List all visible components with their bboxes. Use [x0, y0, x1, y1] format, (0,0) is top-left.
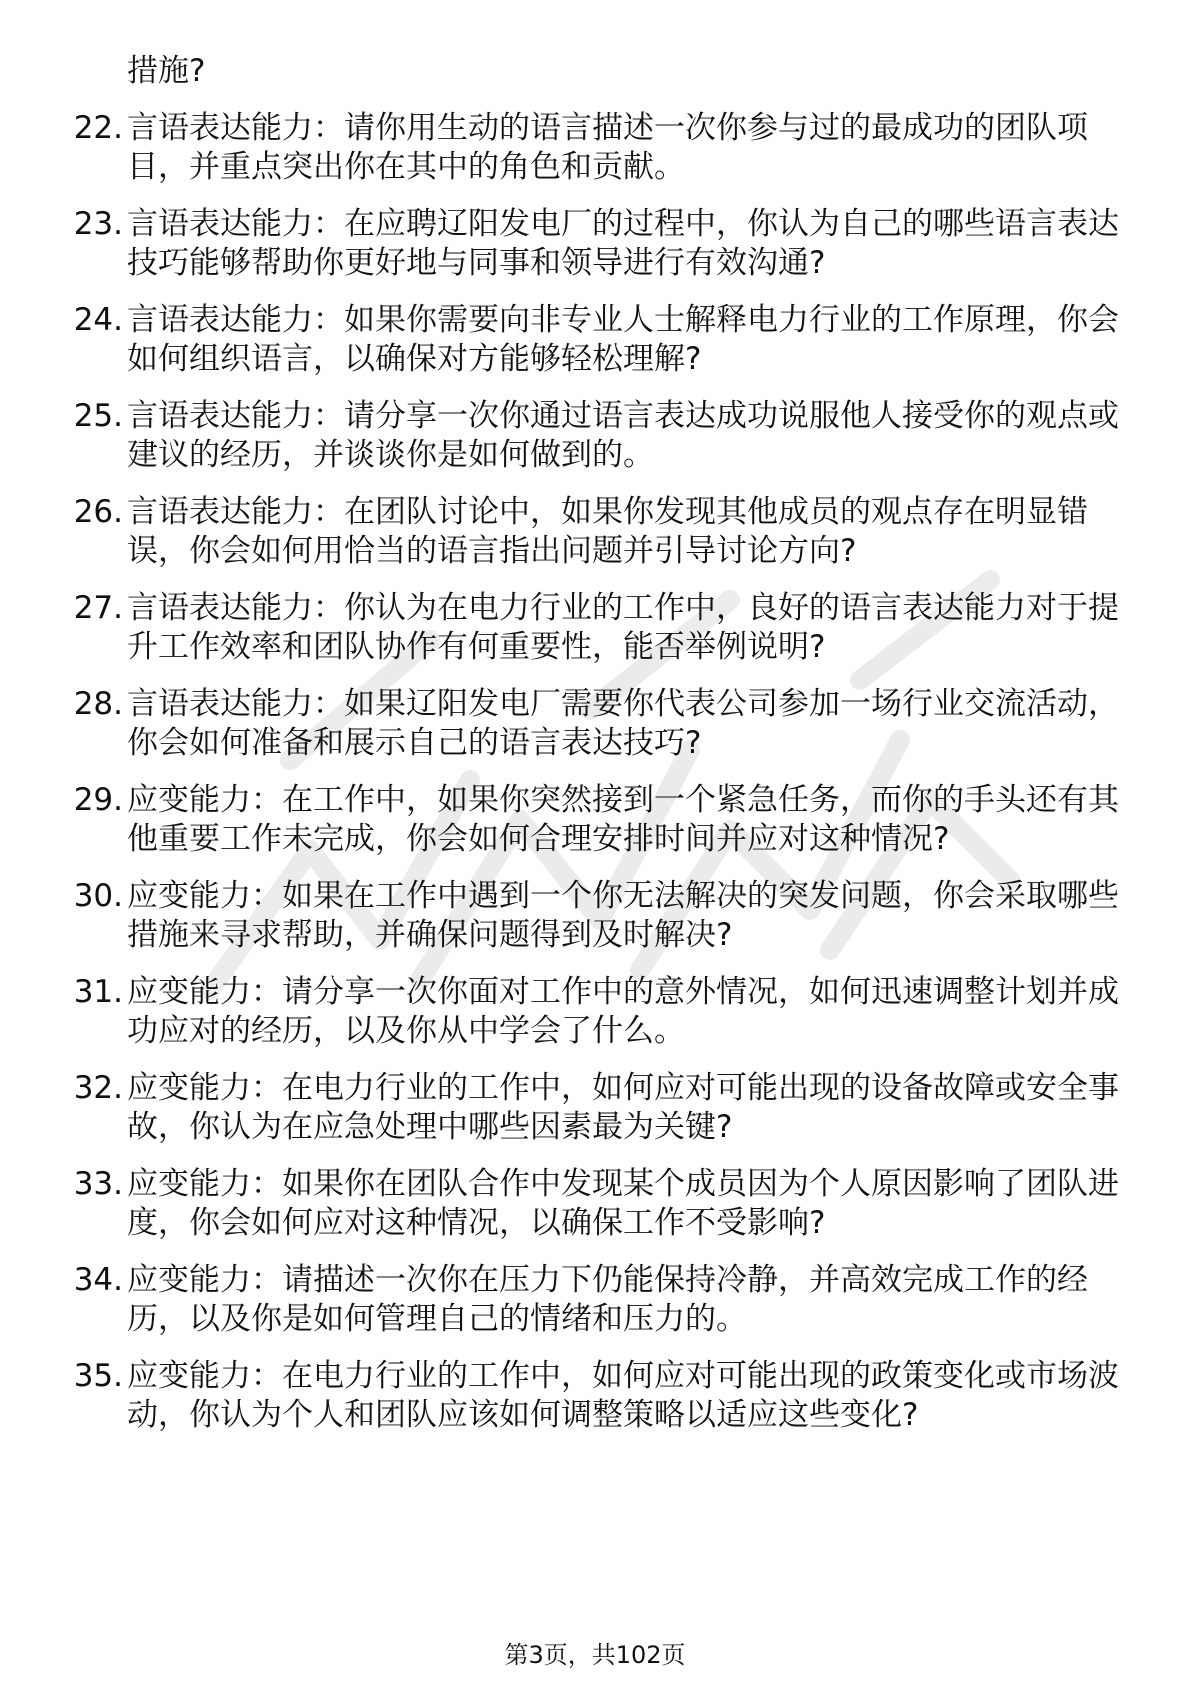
question-text: 言语表达能力：如果辽阳发电厂需要你代表公司参加一场行业交流活动，你会如何准备和展示自己的语言表达技巧?: [127, 686, 1119, 761]
question-text: 言语表达能力：在团队讨论中，如果你发现其他成员的观点存在明显错误，你会如何用恰当的语言指出问题并引导讨论方向?: [127, 494, 1088, 569]
question-item: [0, 397, 1190, 475]
question-number: 33.: [73, 1166, 123, 1202]
question-item: [0, 1357, 1190, 1435]
question-text: 措施?: [127, 53, 206, 89]
page-footer: 第3页，共102页: [504, 1641, 686, 1669]
question-number: 35.: [73, 1358, 123, 1394]
question-number: 22.: [73, 110, 123, 146]
question-item: [0, 301, 1190, 379]
question-item: [0, 1261, 1190, 1339]
question-text: 应变能力：在电力行业的工作中，如何应对可能出现的政策变化或市场波动，你认为个人和团队应该如何调整策略以适应这些变化?: [127, 1358, 1119, 1433]
question-item: [0, 589, 1190, 667]
question-text: 应变能力：在工作中，如果你突然接到一个紧急任务，而你的手头还有其他重要工作未完成，你会如何合理安排时间并应对这种情况?: [127, 782, 1119, 857]
question-text: 言语表达能力：如果你需要向非专业人士解释电力行业的工作原理，你会如何组织语言，以确保对方能够轻松理解?: [127, 302, 1119, 377]
question-number: 29.: [73, 782, 123, 818]
question-number: 28.: [73, 686, 123, 722]
question-item: [0, 493, 1190, 571]
question-list: [0, 52, 1190, 1435]
question-number: 23.: [73, 206, 123, 242]
question-number: 26.: [73, 494, 123, 530]
question-item: [0, 109, 1190, 187]
question-text: 应变能力：如果在工作中遇到一个你无法解决的突发问题，你会采取哪些措施来寻求帮助，并确保问题得到及时解决?: [127, 878, 1119, 953]
question-number: 31.: [73, 974, 123, 1010]
question-item: [0, 685, 1190, 763]
question-number: 24.: [73, 302, 123, 338]
question-text: 应变能力：如果你在团队合作中发现某个成员因为个人原因影响了团队进度，你会如何应对这种情况，以确保工作不受影响?: [127, 1166, 1119, 1241]
question-text: 言语表达能力：在应聘辽阳发电厂的过程中，你认为自己的哪些语言表达技巧能够帮助你更好地与同事和领导进行有效沟通?: [127, 206, 1119, 281]
question-text: 言语表达能力：你认为在电力行业的工作中，良好的语言表达能力对于提升工作效率和团队协作有何重要性，能否举例说明?: [127, 590, 1119, 665]
question-item: [0, 1069, 1190, 1147]
question-item: [0, 877, 1190, 955]
question-text: 言语表达能力：请你用生动的语言描述一次你参与过的最成功的团队项目，并重点突出你在其中的角色和贡献。: [127, 110, 1088, 185]
question-number: 32.: [73, 1070, 123, 1106]
question-item: [0, 1165, 1190, 1243]
question-continuation: [0, 52, 1190, 91]
question-text: 应变能力：在电力行业的工作中，如何应对可能出现的设备故障或安全事故，你认为在应急处理中哪些因素最为关键?: [127, 1070, 1119, 1145]
question-number: 27.: [73, 590, 123, 626]
question-number: 34.: [73, 1262, 123, 1298]
question-number: 25.: [73, 398, 123, 434]
question-text: 言语表达能力：请分享一次你通过语言表达成功说服他人接受你的观点或建议的经历，并谈谈你是如何做到的。: [127, 398, 1119, 473]
question-item: [0, 781, 1190, 859]
question-text: 应变能力：请分享一次你面对工作中的意外情况，如何迅速调整计划并成功应对的经历，以及你从中学会了什么。: [127, 974, 1119, 1049]
question-item: [0, 205, 1190, 283]
question-text: 应变能力：请描述一次你在压力下仍能保持冷静，并高效完成工作的经历，以及你是如何管理自己的情绪和压力的。: [127, 1262, 1088, 1337]
question-item: [0, 973, 1190, 1051]
question-number: 30.: [73, 878, 123, 914]
